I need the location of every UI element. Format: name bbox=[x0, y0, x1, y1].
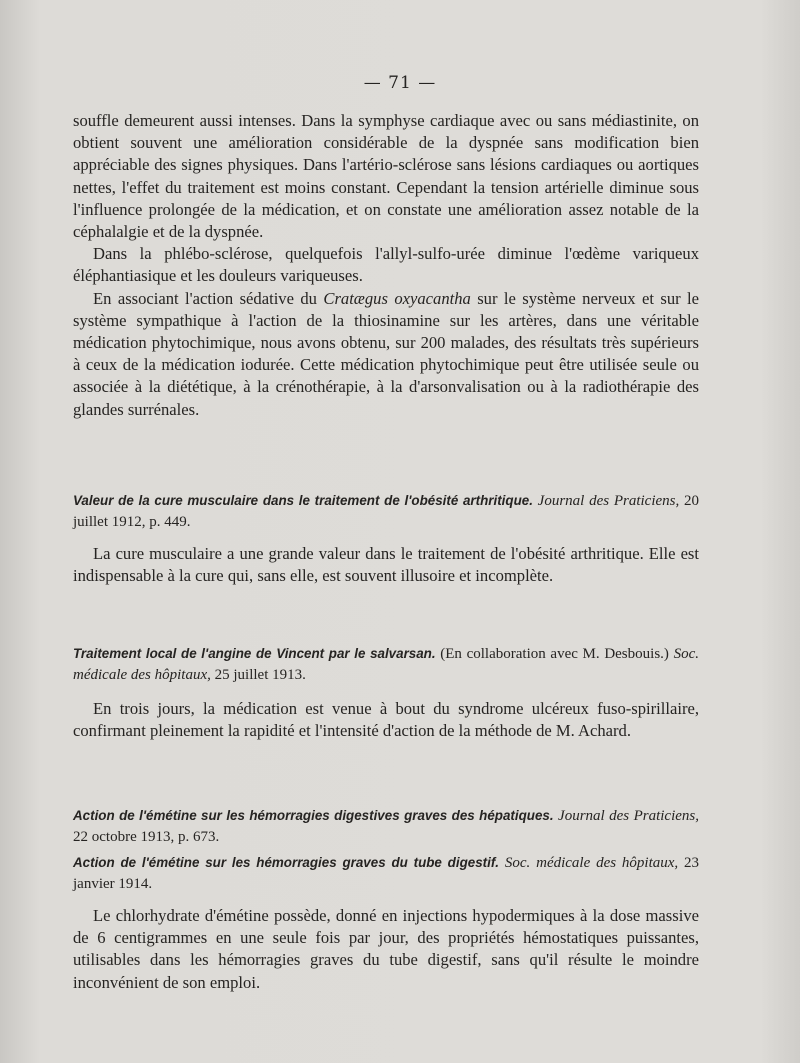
reference-entry bbox=[73, 805, 699, 848]
paragraph: souffle demeurent aussi intenses. Dans la symphyse cardiaque avec ou sans médiastinite, on obtient souvent une amélioration considérable de la dyspnée sans modification bien appréciable des signes physiques. Dans l'artério-sclérose sans lésions cardiaques ou aortiques nettes, l'effet du traitement est moins constant. Cependant la tension artérielle diminue sous l'influence prolongée de la médication, et on constate une amélioration assez notable de la céphalalgie et de la dyspnée. bbox=[73, 111, 699, 242]
reference-journal: Journal des Praticiens, bbox=[558, 808, 699, 824]
reference-date: 23 janvier 1914. bbox=[73, 855, 700, 892]
reference-entry bbox=[73, 852, 699, 895]
paragraph: La cure musculaire a une grande valeur dans le traitement de l'obésité arthritique. Elle est indispensable à la cure qui, sans elle, est souvent illusoire et incomplète. bbox=[73, 544, 699, 586]
paragraph: Dans la phlébo-sclérose, quelquefois l'allyl-sulfo-urée diminue l'œdème variqueux éléphantiasique et les douleurs variqueuses. bbox=[73, 244, 699, 286]
reference-date: 22 octobre 1913, p. 673. bbox=[73, 829, 220, 845]
reference-collaboration: (En collaboration avec M. Desbouis.) bbox=[435, 646, 674, 662]
reference-journal: Journal des Praticiens, bbox=[537, 493, 680, 509]
reference-title: Valeur de la cure musculaire dans le traitement de l'obésité arthritique. bbox=[73, 493, 533, 508]
reference-date: 25 juillet 1913. bbox=[210, 667, 306, 683]
paragraph: En trois jours, la médication est venue à bout du syndrome ulcéreux fuso-spirillaire, confirmant pleinement la rapidité et l'intensité d'action de la méthode de M. Achard. bbox=[73, 699, 699, 741]
section-arteriosclerosis bbox=[73, 110, 699, 421]
reference-title: Action de l'émétine sur les hémorragies digestives graves des hépatiques. bbox=[73, 808, 554, 823]
reference-title: Traitement local de l'angine de Vincent par le salvarsan. bbox=[73, 646, 436, 661]
reference-title: Action de l'émétine sur les hémorragies graves du tube digestif. bbox=[73, 855, 500, 870]
plant-name: Cratægus oxyacantha bbox=[323, 288, 471, 308]
paragraph: Le chlorhydrate d'émétine possède, donné en injections hypodermiques à la dose massive de 6 centigrammes en une seule fois par jour, des propriétés hémostatiques puissantes, utilisables dans les hémorragies graves du tube digestif, sans qu'il résulte le moindre inconvénient de son emploi. bbox=[73, 906, 699, 992]
section-angina bbox=[73, 698, 699, 742]
paragraph-text: En associant l'action sédative du bbox=[93, 288, 324, 308]
reference-journal: Soc. médicale des hôpitaux, bbox=[504, 855, 679, 871]
reference-date: 20 juillet 1912, p. 449. bbox=[73, 493, 699, 530]
reference-entry bbox=[73, 490, 699, 533]
page-number: — 71 — bbox=[363, 73, 437, 93]
section-emetine bbox=[73, 905, 699, 994]
reference-entry bbox=[73, 643, 699, 686]
paragraph bbox=[73, 288, 699, 421]
section-obesity bbox=[73, 543, 699, 587]
paragraph-text: sur le système nerveux et sur le système sympathique à l'action de la thiosinamine sur les artères, dans une véritable médication phytochimique, nous avons obtenu, sur 200 malades, des résultats très supérieurs à ceux de la médication iodurée. Cette médication phytochimique peut être utilisée seule ou associée à la diététique, à la crénothérapie, à la d'arsonvalisation ou à la radiothérapie des glandes surrénales. bbox=[73, 288, 700, 419]
reference-journal: Soc. médicale des hôpitaux, bbox=[73, 646, 699, 683]
